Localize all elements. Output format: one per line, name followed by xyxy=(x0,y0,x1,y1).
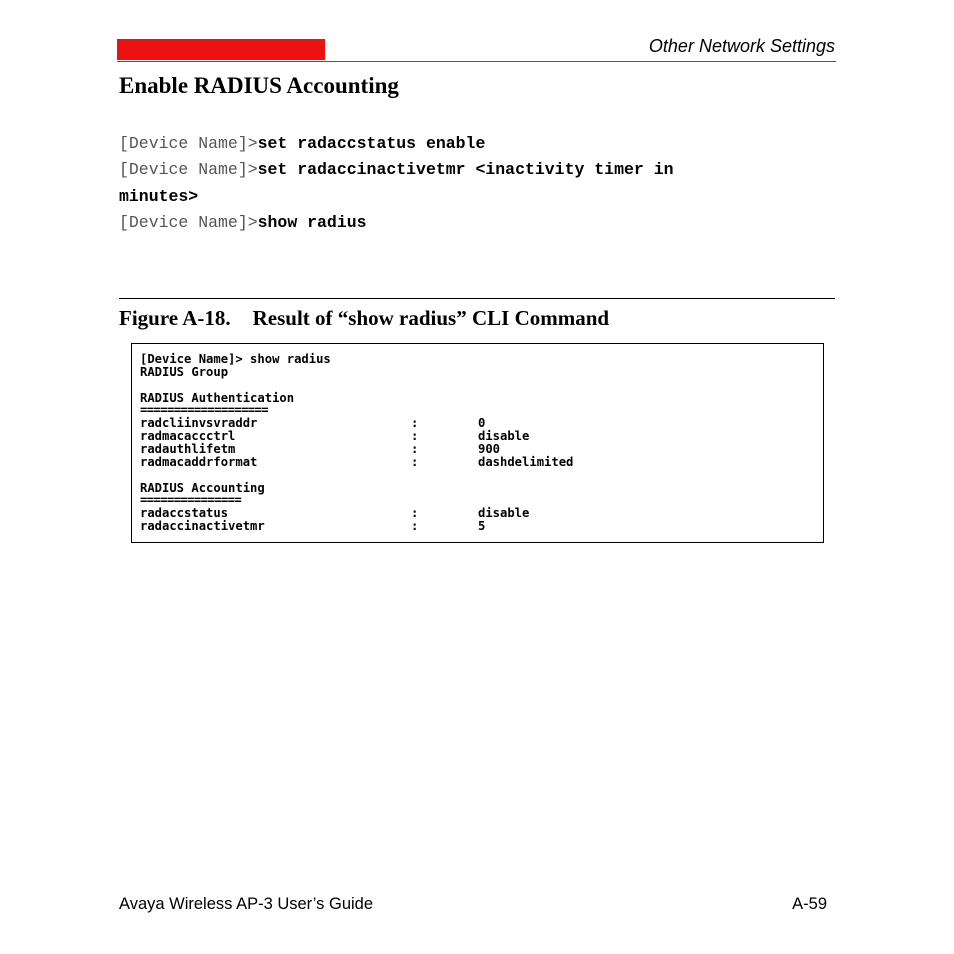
terminal-row-sep: : xyxy=(411,442,419,456)
terminal-row-sep: : xyxy=(411,429,419,443)
terminal-prompt-line: [Device Name]> show radius xyxy=(140,352,331,366)
command-line-1 xyxy=(119,134,485,154)
command-text: set radaccinactivetmr <inactivity timer in xyxy=(257,160,674,179)
terminal-row-key: radaccstatus xyxy=(140,506,229,520)
terminal-row-key: radmacaddrformat xyxy=(140,455,258,469)
terminal-row-value: disable xyxy=(478,506,530,520)
command-text: set radaccstatus enable xyxy=(257,134,486,153)
command-prompt: [Device Name]> xyxy=(119,213,258,232)
header-accent-bar xyxy=(117,39,325,60)
footer-page-number: A-59 xyxy=(792,895,827,913)
figure-rule xyxy=(119,298,835,299)
terminal-auth-title: RADIUS Authentication xyxy=(140,391,295,405)
terminal-row-sep: : xyxy=(411,455,419,469)
terminal-row-value: 5 xyxy=(478,519,486,533)
terminal-row-value: disable xyxy=(478,429,530,443)
terminal-auth-underline: =================== xyxy=(140,403,269,417)
header-rule xyxy=(117,61,836,62)
command-prompt: [Device Name]> xyxy=(119,134,258,153)
terminal-row-value: 900 xyxy=(478,442,501,456)
figure-title: Result of “show radius” CLI Command xyxy=(252,306,610,330)
figure-number: Figure A-18. xyxy=(119,306,231,330)
section-heading: Enable RADIUS Accounting xyxy=(119,73,399,98)
command-text: show radius xyxy=(257,213,367,232)
command-prompt: [Device Name]> xyxy=(119,160,258,179)
command-line-3 xyxy=(119,213,367,233)
terminal-row-key: radauthlifetm xyxy=(140,442,236,456)
terminal-row-sep: : xyxy=(411,519,419,533)
command-line-2 xyxy=(119,160,674,180)
terminal-row-value: dashdelimited xyxy=(478,455,574,469)
terminal-row-key: radaccinactivetmr xyxy=(140,519,265,533)
terminal-row-sep: : xyxy=(411,416,419,430)
terminal-row-sep: : xyxy=(411,506,419,520)
terminal-group-title: RADIUS Group xyxy=(140,365,229,379)
terminal-acct-title: RADIUS Accounting xyxy=(140,481,265,495)
terminal-acct-underline: =============== xyxy=(140,493,242,507)
terminal-screenshot xyxy=(131,343,824,543)
terminal-row-key: radcliinvsvraddr xyxy=(140,416,258,430)
figure-caption xyxy=(119,306,609,331)
running-header-title: Other Network Settings xyxy=(648,36,835,56)
terminal-row-value: 0 xyxy=(478,416,486,430)
terminal-row-key: radmacaccctrl xyxy=(140,429,236,443)
command-line-2-continuation: minutes> xyxy=(119,187,199,206)
footer-guide-title: Avaya Wireless AP-3 User’s Guide xyxy=(119,895,374,913)
